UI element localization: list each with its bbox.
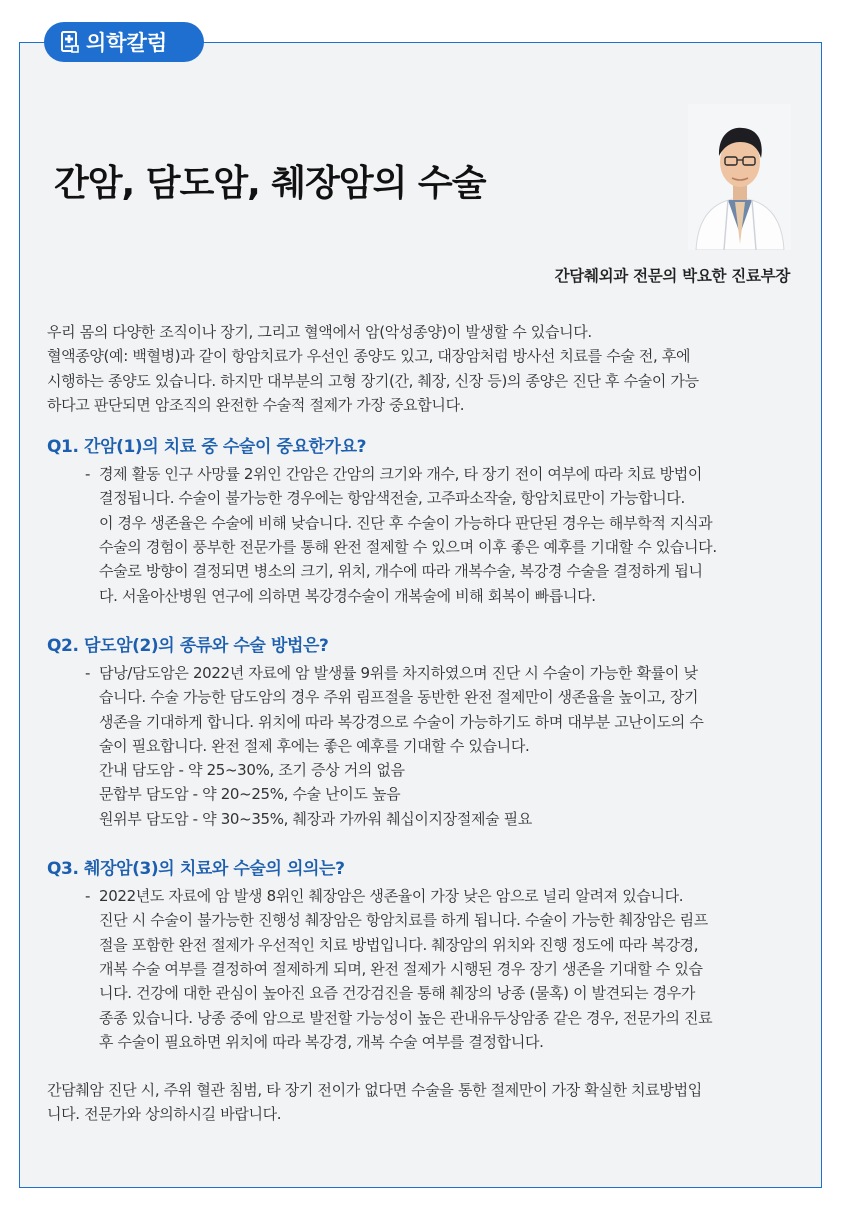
answer-line: 술이 필요합니다. 완전 절제 후에는 좋은 예후를 기대할 수 있습니다. <box>99 736 530 755</box>
answer-line: 간내 담도암 - 약 25~30%, 조기 증상 거의 없음 <box>99 761 405 780</box>
answer-line: 수술로 방향이 결정되면 병소의 크기, 위치, 개수에 따라 개복수술, 복강경 수술을 결정하게 됩니 <box>99 562 703 581</box>
answer-line: 절을 포함한 완전 절제가 우선적인 치료 방법입니다. 췌장암의 위치와 진행 정도에 따라 복강경, <box>99 935 699 954</box>
answer-line: 결정됩니다. 수술이 불가능한 경우에는 항암색전술, 고주파소작술, 항암치료만이 가능합니다. <box>99 489 685 508</box>
answer-line: 다. 서울아산병원 연구에 의하면 복강경수술이 개복술에 비해 회복이 빠릅니다. <box>99 586 596 605</box>
answer-line: 습니다. 수술 가능한 담도암의 경우 주위 림프절을 동반한 완전 절제만이 생존율을 높이고, 장기 <box>99 688 699 707</box>
intro-line: 우리 몸의 다양한 조직이나 장기, 그리고 혈액에서 암(악성종양)이 발생할 수 있습니다. <box>47 323 592 341</box>
intro-line: 하다고 판단되면 암조직의 완전한 수술적 절제가 가장 중요합니다. <box>47 395 465 414</box>
answer-line: 이 경우 생존율은 수술에 비해 낮습니다. 진단 후 수술이 가능하다 판단된 경우는 해부학적 지식과 <box>99 513 713 532</box>
question-heading-q2: Q2. 담도암(2)의 종류와 수술 방법은? <box>47 635 329 656</box>
intro-line: 혈액종양(예: 백혈병)과 같이 항암치료가 우선인 종양도 있고, 대장암처럼 방사선 치료를 수술 전, 후에 <box>47 347 691 366</box>
category-badge <box>44 22 204 62</box>
answer-line: 수술의 경험이 풍부한 전문가를 통해 완전 절제할 수 있으며 이후 좋은 예후를 기대할 수 있습니다. <box>99 538 717 557</box>
intro-line: 시행하는 종양도 있습니다. 하지만 대부분의 고형 장기(간, 췌장, 신장 등)의 종양은 진단 후 수술이 가능 <box>47 371 699 390</box>
answer-line: 진단 시 수술이 불가능한 진행성 췌장암은 항암치료를 하게 됩니다. 수술이 가능한 췌장암은 림프 <box>99 911 708 930</box>
answer-line: 2022년도 자료에 암 발생 8위인 췌장암은 생존율이 가장 낮은 암으로 널리 알려져 있습니다. <box>99 887 684 906</box>
question-heading-q1: Q1. 간암(1)의 치료 중 수술이 중요한가요? <box>47 437 367 458</box>
bullet-dash: - <box>85 465 91 484</box>
answer-line: 후 수술이 필요하면 위치에 따라 복강경, 개복 수술 여부를 결정합니다. <box>99 1032 544 1051</box>
closing-line: 니다. 전문가와 상의하시길 바랍니다. <box>47 1105 282 1124</box>
answer-q2 <box>47 661 795 831</box>
question-heading-q3: Q3. 췌장암(3)의 치료와 수술의 의의는? <box>47 859 345 880</box>
bullet-dash: - <box>85 663 91 682</box>
answer-line: 담낭/담도암은 2022년 자료에 암 발생률 9위를 차지하였으며 진단 시 수술이 가능한 확률이 낮 <box>99 663 698 682</box>
answer-line: 개복 수술 여부를 결정하여 절제하게 되며, 완전 절제가 시행된 경우 장기 생존을 기대할 수 있습 <box>99 959 703 978</box>
closing-paragraph <box>47 1078 795 1127</box>
answer-q1 <box>47 462 795 608</box>
article-body <box>47 320 795 1127</box>
answer-line: 생존을 기대하게 합니다. 위치에 따라 복강경으로 수술이 가능하기도 하며 대부분 고난이도의 수 <box>99 712 704 731</box>
answer-q3 <box>47 884 795 1054</box>
answer-line: 문합부 담도암 - 약 20~25%, 수술 난이도 높음 <box>99 785 401 804</box>
closing-line: 간담췌암 진단 시, 주위 혈관 침범, 타 장기 전이가 없다면 수술을 통한 절제만이 가장 확실한 치료방법입 <box>47 1081 702 1100</box>
article-title: 간암, 담도암, 췌장암의 수술 <box>54 163 486 204</box>
answer-line: 종종 있습니다. 낭종 중에 암으로 발전할 가능성이 높은 관내유두상암종 같은 경우, 전문가의 진료 <box>99 1008 713 1027</box>
answer-line: 니다. 건강에 대한 관심이 높아진 요즘 건강검진을 통해 췌장의 낭종 (물혹) 이 발견되는 경우가 <box>99 984 696 1003</box>
intro-paragraph <box>47 320 795 417</box>
doctor-portrait <box>688 104 791 250</box>
answer-line: 경제 활동 인구 사망률 2위인 간암은 간암의 크기와 개수, 타 장기 전이 여부에 따라 치료 방법이 <box>99 465 703 484</box>
document-cross-icon <box>60 30 80 54</box>
answer-line: 원위부 담도암 - 약 30~35%, 췌장과 가까워 췌십이지장절제술 필요 <box>99 809 532 828</box>
category-label: 의학칼럼 <box>86 31 168 55</box>
bullet-dash: - <box>85 887 91 906</box>
author-byline: 간담췌외과 전문의 박요한 진료부장 <box>554 267 790 285</box>
